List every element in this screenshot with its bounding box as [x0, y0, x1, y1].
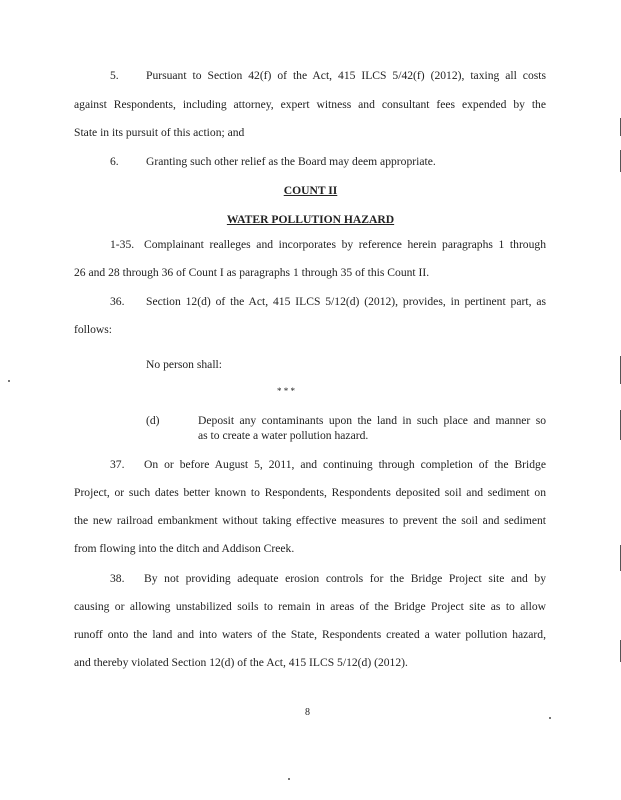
text-line: Deposit any contaminants upon the land in such place and manner so [198, 414, 546, 427]
paragraph-number: 1-35. [110, 238, 135, 251]
count-heading: COUNT II [283, 184, 338, 197]
paragraph-number: 36. [110, 295, 125, 308]
text-line: Granting such other relief as the Board may deem appropriate. [146, 155, 436, 168]
text-line: causing or allowing unstabilized soils to remain in areas of the Bridge Project site as to allow [74, 600, 546, 613]
quote-ellipsis: * * * [277, 386, 295, 396]
quote-item-label: (d) [146, 414, 160, 427]
text-line: On or before August 5, 2011, and continuing through completion of the Bridge [144, 458, 546, 471]
scan-speck [549, 717, 551, 719]
paragraph-number: 38. [110, 572, 125, 585]
text-line: By not providing adequate erosion controls for the Bridge Project site and by [144, 572, 546, 585]
text-line: Pursuant to Section 42(f) of the Act, 415 ILCS 5/42(f) (2012), taxing all costs [146, 69, 546, 82]
text-line: Section 12(d) of the Act, 415 ILCS 5/12(d) (2012), provides, in pertinent part, as [146, 295, 546, 308]
scan-speck [8, 380, 10, 382]
text-line: as to create a water pollution hazard. [198, 429, 369, 442]
text-line: the new railroad embankment without taking effective measures to prevent the soil and sediment [74, 514, 546, 527]
paragraph-number: 6. [110, 155, 119, 168]
count-title: WATER POLLUTION HAZARD [226, 213, 395, 226]
paragraph-number: 37. [110, 458, 125, 471]
text-line: and thereby violated Section 12(d) of the Act, 415 ILCS 5/12(d) (2012). [74, 656, 408, 669]
text-line: Complainant realleges and incorporates by reference herein paragraphs 1 through [144, 238, 546, 251]
paragraph-number: 5. [110, 69, 119, 82]
page-number: 8 [305, 707, 310, 718]
text-line: Project, or such dates better known to Respondents, Respondents deposited soil and sediment on [74, 486, 546, 499]
text-line: from flowing into the ditch and Addison Creek. [74, 542, 295, 555]
text-line: 26 and 28 through 36 of Count I as paragraphs 1 through 35 of this Count II. [74, 266, 430, 279]
quote-intro: No person shall: [146, 358, 222, 371]
text-line: State in its pursuit of this action; and [74, 126, 245, 139]
text-line: runoff onto the land and into waters of the State, Respondents created a water pollution hazard, [74, 628, 546, 641]
scan-speck [288, 778, 290, 780]
text-line: against Respondents, including attorney, expert witness and consultant fees expended by the [74, 98, 546, 111]
text-line: follows: [74, 323, 113, 336]
